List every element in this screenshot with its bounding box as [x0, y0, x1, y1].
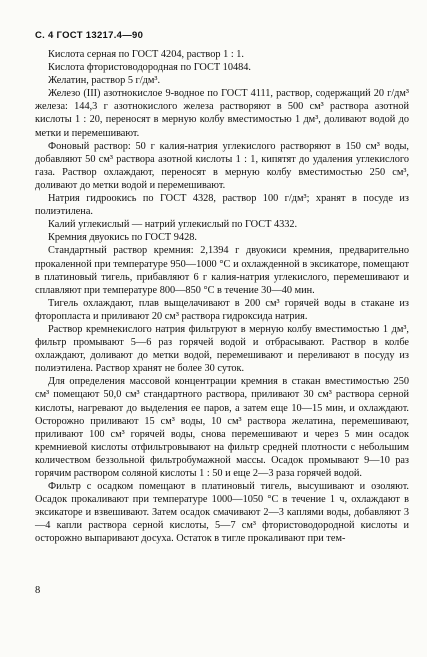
- paragraph: Желатин, раствор 5 г/дм³.: [48, 75, 161, 87]
- running-header: С. 4 ГОСТ 13217.4—90: [35, 30, 144, 41]
- paragraph: Фильтр с осадком помещают в платиновый тигель, высушивают и озоляют. Осадок прокаливают при температуре 1000—1050 °С в течение 1 ч, охлаждают в эксикаторе и взвешивают. Затем осадок смачивают 2—3 каплями воды, добавляют 3—4 капли раствора серной кислоты, 5—7 см³ фтористоводородной кислоты и осторожно выпаривают досуха. Остаток в тигле прокаливают при тем-: [35, 481, 409, 545]
- paragraph: Кислота фтористоводородная по ГОСТ 10484.: [48, 62, 251, 74]
- paragraph: Стандартный раствор кремния: 2,1394 г двуокиси кремния, предварительно прокаленной при температуре 950—1000 °С и охлажденной в эксикаторе, помещают в платиновый тигель, прибавляют 6 г калия-натрия углекислого, перемешивают и сплавляют при температуре 800—850 °С в течение 30—40 мин.: [35, 245, 409, 296]
- paragraph: Натрия гидроокись по ГОСТ 4328, раствор 100 г/дм³; хранят в посуде из полиэтилена.: [35, 193, 409, 218]
- paragraph: Фоновый раствор: 50 г калия-натрия углекислого растворяют в 150 см³ воды, добавляют 50 см³ раствора азотной кислоты 1 : 1, кипятят до удаления углекислого газа. Раствор охлаждают, переносят в мерную колбу вместимостью 250 см³, доливают до метки водой и перемешивают.: [35, 140, 409, 191]
- paragraph: Тигель охлаждают, плав выщелачивают в 200 см³ горячей воды в стакане из фторопласта и приливают 20 см³ раствора гидроксида натрия.: [35, 297, 409, 322]
- page-number: 8: [35, 585, 41, 596]
- paragraph: Железо (III) азотнокислое 9-водное по ГОСТ 4111, раствор, содержащий 20 г/дм³ железа: 144,3 г азотнокислого железа растворяют в 500 см³ раствора азотной кислоты 1 : 20, переносят в мерную колбу вместимостью 1 дм³, доливают водой до метки и перемешивают.: [35, 88, 409, 139]
- paragraph: Для определения массовой концентрации кремния в стакан вместимостью 250 см³ помещают 50,0 см³ стандартного раствора, приливают 30 см³ раствора серной кислоты, нагревают до выделения ее паров, а затем еще 10—15 мин, и охлаждают. Осторожно приливают 15 см³ воды, 10 см³ раствора желатина, перемешивают, приливают 100 см³ горячей воды, снова перемешивают и через 5 мин осадок кремниевой кислоты отфильтровывают на фильтр средней плотности с небольшим количеством беззольной фильтробумажной массы. Осадок промывают 9—10 раз горячим раствором соляной кислоты 1 : 50 и еще 2—3 раза горячей водой.: [35, 376, 409, 479]
- paragraph: Калий углекислый — натрий углекислый по ГОСТ 4332.: [48, 219, 298, 231]
- paragraph: Раствор кремнекислого натрия фильтруют в мерную колбу вместимостью 1 дм³, фильтр промывают 5—6 раз горячей водой и отбрасывают. Раствор в колбе охлаждают, доливают до метки водой, перемешивают и переливают в посуду из полиэтилена. Раствор хранят не более 30 суток.: [35, 323, 409, 375]
- paragraph: Кислота серная по ГОСТ 4204, раствор 1 : 1.: [48, 49, 244, 60]
- paragraph: Кремния двуокись по ГОСТ 9428.: [48, 232, 197, 244]
